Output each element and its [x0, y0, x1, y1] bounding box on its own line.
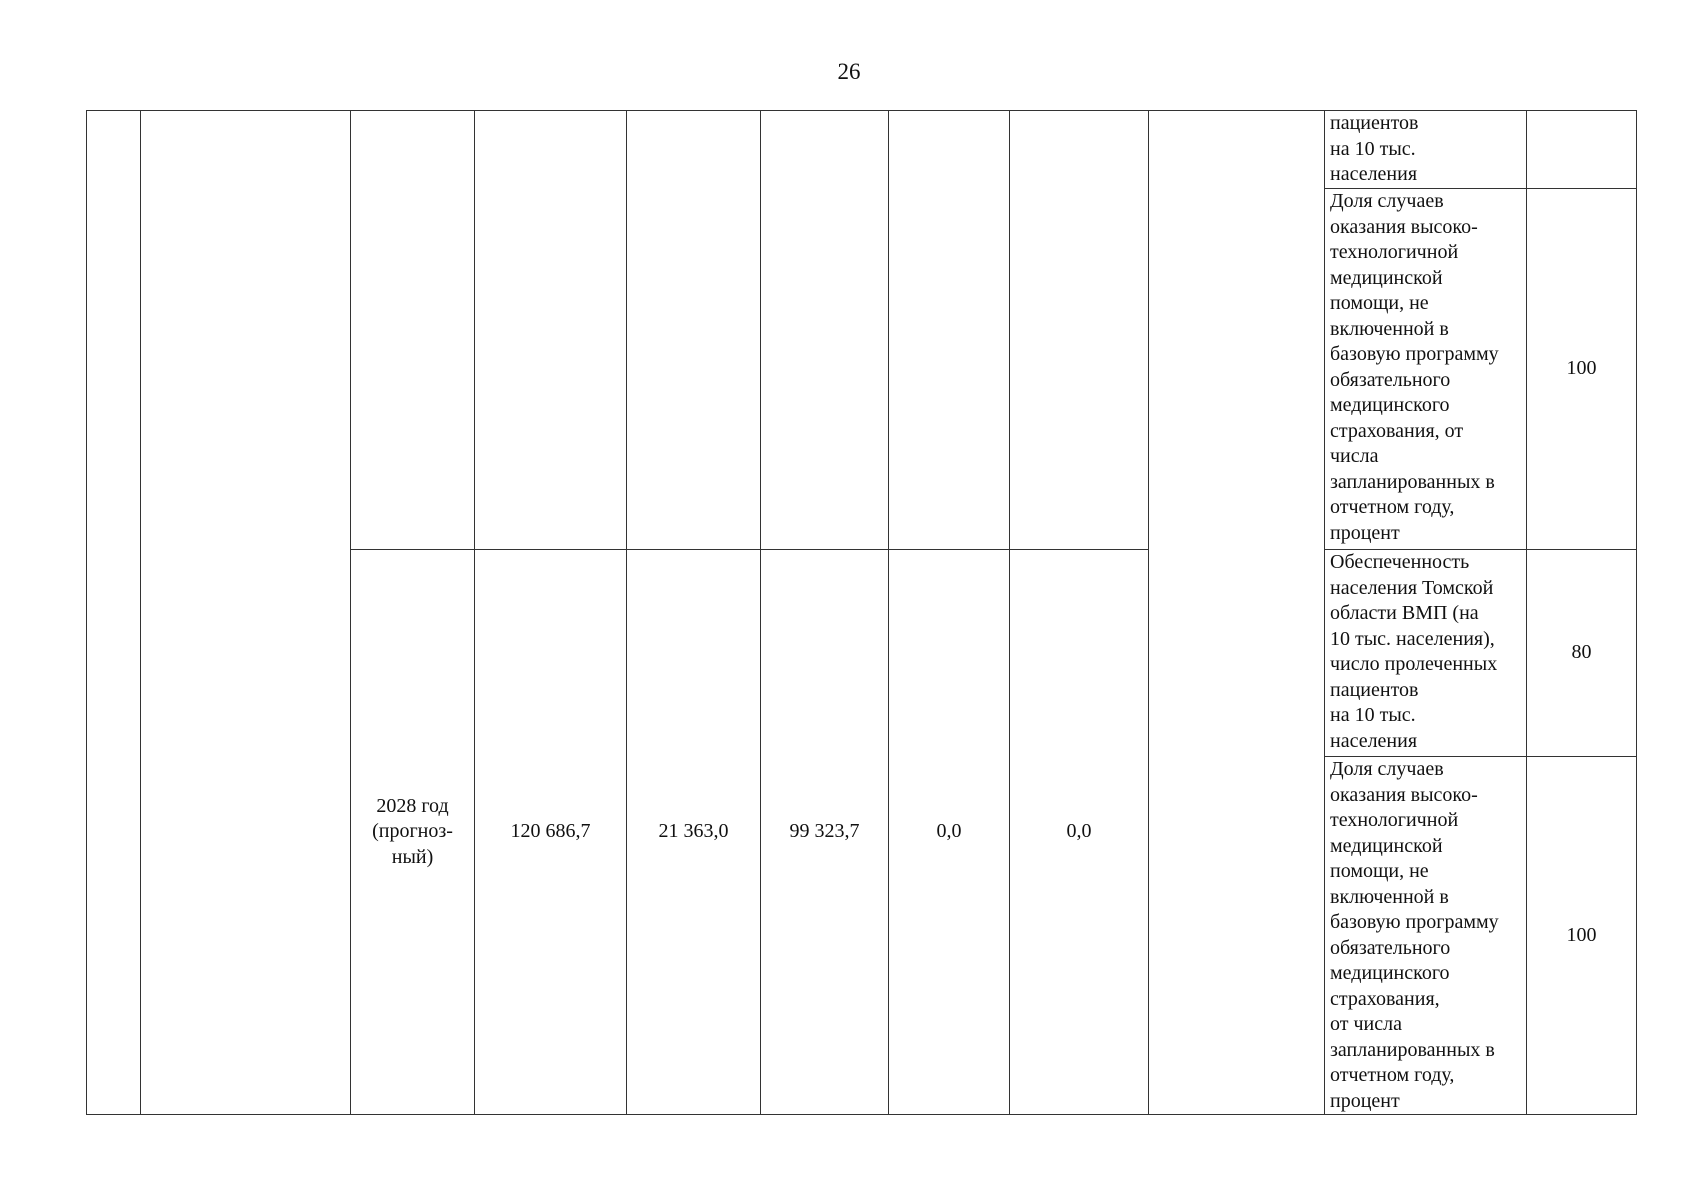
indicator-value: 100: [1527, 189, 1637, 550]
regional-cell: 99 323,7: [761, 550, 889, 1115]
year-cell-prev: [351, 111, 475, 550]
extrabudget-cell-prev: [1010, 111, 1149, 550]
indicator-name: Обеспеченность населения Томской области ВМП (на 10 тыс. населения), число пролеченных пациентов на 10 тыс. населения: [1325, 550, 1527, 757]
federal-cell-prev: [627, 111, 761, 550]
page-number: 26: [837, 59, 861, 84]
total-cell-prev: [475, 111, 627, 550]
budget-indicator-table: [86, 110, 1637, 1115]
year-label: 2028 год (прогноз- ный): [372, 794, 453, 868]
indicator-name: Доля случаев оказания высоко- технологичной медицинской помощи, не включенной в базовую программу обязательного медицинского страхования, от числа запланированных в отчетном году, процент: [1325, 757, 1527, 1115]
extrabudget-cell: 0,0: [1010, 550, 1149, 1115]
indicator-value: 80: [1527, 550, 1637, 757]
indicator-name: Доля случаев оказания высоко- технологичной медицинской помощи, не включенной в базовую программу обязательного медицинского страхования, от числа запланированных в отчетном году, процент: [1325, 189, 1527, 550]
table-row: [87, 111, 1637, 189]
executor-cell: [1149, 111, 1325, 1115]
total-cell: 120 686,7: [475, 550, 627, 1115]
year-cell: [351, 550, 475, 1115]
regional-cell-prev: [761, 111, 889, 550]
local-cell: 0,0: [889, 550, 1010, 1115]
indicator-value: [1527, 111, 1637, 189]
federal-cell: 21 363,0: [627, 550, 761, 1115]
event-name-cell: [141, 111, 351, 1115]
indicator-value: 100: [1527, 757, 1637, 1115]
local-cell-prev: [889, 111, 1010, 550]
number-cell: [87, 111, 141, 1115]
indicator-name: пациентов на 10 тыс. населения: [1325, 111, 1527, 189]
